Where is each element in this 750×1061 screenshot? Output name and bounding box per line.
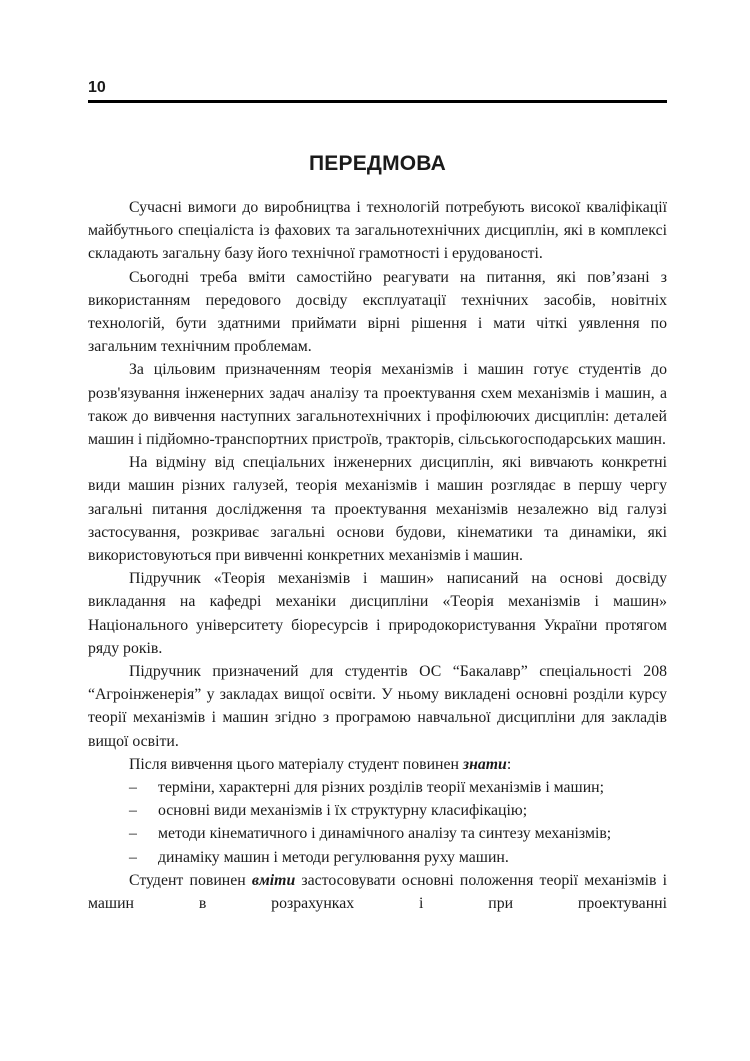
bullet-dash: –	[129, 825, 137, 843]
paragraph-8	[88, 869, 667, 915]
paragraph-1: Сучасні вимоги до виробництва і технологій потребують високої кваліфікації майбутнього спеціаліста із фахових та загальнотехнічних дисциплін, які в комплексі складають загальну базу його технічної грамотності і ерудованості.	[88, 199, 667, 263]
paragraph-4: На відміну від спеціальних інженерних дисциплін, які вивчають конкретні види машин різних галузей, теорія механізмів і машин розглядає в першу чергу загальні питання дослідження та проектування механізмів незалежно від галузі застосування, розкриває загальні основи будови, кінематики та динаміки, які використовуються при вивченні конкретних механізмів і машин.	[88, 454, 667, 565]
paragraph-2: Сьогодні треба вміти самостійно реагувати на питання, які пов’язані з використанням передового досвіду експлуатації технічних засобів, новітніх технологій, бути здатними приймати вірні рішення і мати чіткі уявлення по загальним технічним проблемам.	[88, 268, 667, 356]
bullet-text: методи кінематичного і динамічного аналізу та синтезу механізмів;	[158, 825, 612, 843]
bullet-text: основні види механізмів і їх структурну класифікацію;	[158, 802, 528, 820]
page-title: ПЕРЕДМОВА	[309, 152, 446, 175]
keyword-znaty: знати	[462, 755, 507, 773]
paragraph-7	[88, 753, 667, 776]
page-number: 10	[88, 79, 106, 96]
bullet-text: динаміку машин і методи регулювання руху машин.	[158, 848, 509, 866]
paragraph-7-text: Після вивчення цього матеріалу студент повинен	[129, 755, 463, 773]
header-rule	[88, 100, 667, 103]
paragraph-6: Підручник призначений для студентів ОС “Бакалавр” спеціальності 208 “Агроінженерія” у закладах вищої освіти. У ньому викладені основні розділи курсу теорії механізмів і машин згідно з програмою навчальної дисципліни для закладів вищої освіти.	[88, 663, 667, 750]
bullet-item-1	[88, 776, 667, 799]
bullet-dash: –	[129, 848, 137, 866]
keyword-vmity: вміти	[251, 871, 296, 889]
bullet-dash: –	[129, 779, 137, 797]
body-text	[88, 196, 667, 915]
paragraph-8-rest: застосовувати основні положення теорії механізмів і машин в розрахунках і при проектуванні	[88, 871, 667, 913]
paragraph-5: Підручник «Теорія механізмів і машин» написаний на основі досвіду викладання на кафедрі механіки дисципліни «Теорія механізмів і машин» Національного університету біоресурсів і природокористування України протягом ряду років.	[88, 570, 667, 657]
paragraph-3: За цільовим призначенням теорія механізмів і машин готує студентів до розв'язування інженерних задач аналізу та проектування схем механізмів і машин, а також до вивчення наступних загальнотехнічних і профілюючих дисциплін: деталей машин і підйомно-транспортних пристроїв, тракторів, сільськогосподарських машин.	[88, 361, 667, 449]
bullet-text: терміни, характерні для різних розділів теорії механізмів і машин;	[158, 779, 605, 797]
bullet-item-4	[88, 846, 667, 869]
paragraph-8-text: Студент повинен	[129, 871, 252, 889]
bullet-item-2	[88, 799, 667, 822]
bullet-item-3	[88, 822, 667, 845]
paragraph-7-colon: :	[506, 755, 512, 773]
bullet-dash: –	[129, 802, 137, 820]
